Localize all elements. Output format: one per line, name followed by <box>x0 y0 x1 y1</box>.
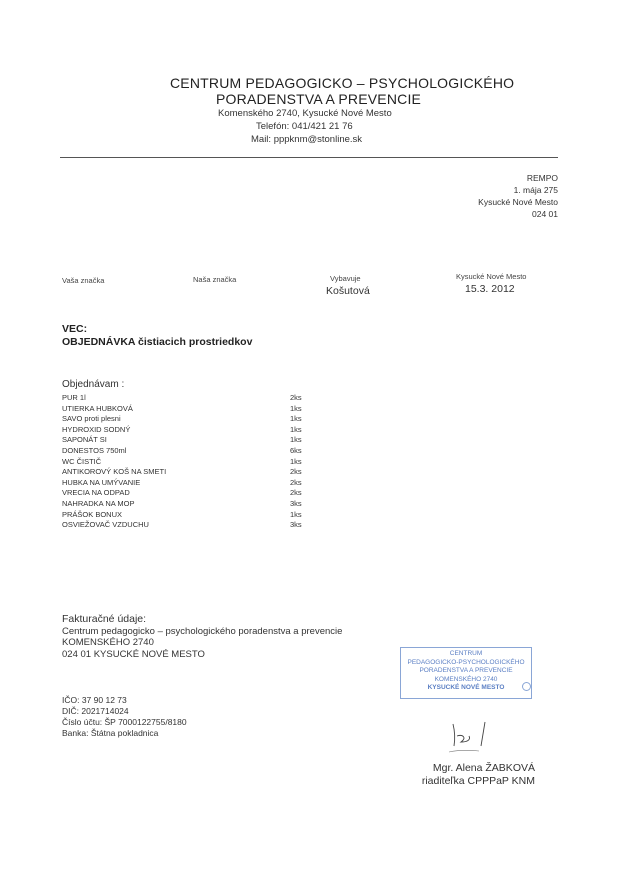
order-item-name: HYDROXID SODNÝ <box>62 424 131 434</box>
order-item-qty: 1ks <box>290 435 302 445</box>
stamp-line2: PEDAGOGICKO-PSYCHOLOGICKÉHO <box>407 658 525 666</box>
stamp-line4: KOMENSKÉHO 2740 <box>434 675 498 683</box>
recipient-street: 1. mája 275 <box>513 185 558 195</box>
order-intro: Objednávam : <box>62 379 125 390</box>
date-value: 15.3. 2012 <box>465 283 515 295</box>
org-name-line1: CENTRUM PEDAGOGICKO – PSYCHOLOGICKÉHO <box>170 75 515 91</box>
stamp-line5: KYSUCKÉ NOVÉ MESTO <box>427 684 505 691</box>
order-item-name: PRÁŠOK BONUX <box>62 509 123 519</box>
order-item-qty: 2ks <box>290 467 302 477</box>
account-number: Číslo účtu: ŠP 7000122755/8180 <box>62 717 187 727</box>
signer-name: Mgr. Alena ŽABKOVÁ <box>432 762 535 774</box>
ico: IČO: 37 90 12 73 <box>62 695 127 705</box>
org-address: Komenského 2740, Kysucké Nové Mesto <box>218 108 392 119</box>
order-item-name: VRECIA NA ODPAD <box>62 488 130 498</box>
order-item-qty: 3ks <box>290 498 302 508</box>
order-item <box>62 467 322 478</box>
order-item-name: OSVIEŽOVAČ VZDUCHU <box>62 520 149 530</box>
recipient-block <box>478 172 558 220</box>
order-item-name: DONESTOS 750ml <box>62 445 127 455</box>
order-item-name: UTIERKA HUBKOVÁ <box>62 403 133 413</box>
order-item-qty: 1ks <box>290 509 302 519</box>
order-items-list <box>62 393 322 531</box>
order-item-qty: 2ks <box>290 393 302 402</box>
vybavuje-label: Vybavuje <box>330 274 361 283</box>
place-label: Kysucké Nové Mesto <box>456 272 527 281</box>
order-item <box>62 499 322 510</box>
order-item <box>62 457 322 468</box>
recipient-name: REMPO <box>526 173 558 183</box>
billing-line2: KOMENSKÉHO 2740 <box>62 637 154 648</box>
billing-line3: 024 01 KYSUCKÉ NOVÉ MESTO <box>62 648 205 660</box>
stamp-line3: PORADENSTVA A PREVENCIE <box>419 667 513 674</box>
nasa-znacka-label: Naša značka <box>193 275 237 284</box>
order-item-qty: 1ks <box>290 456 302 466</box>
order-item-name: NAHRADKA NA MOP <box>62 498 135 508</box>
signer-block <box>422 762 535 788</box>
order-item-qty: 1ks <box>290 403 302 413</box>
billing-line1: Centrum pedagogicko – psychologického poradenstva a prevencie <box>62 625 343 637</box>
order-item-name: HUBKA NA UMÝVANIE <box>62 477 141 487</box>
org-name-line2: PORADENSTVA A PREVENCIE <box>216 91 422 107</box>
company-ids <box>62 695 187 739</box>
order-item <box>62 478 322 489</box>
subject-title: OBJEDNÁVKA čistiacich prostriedkov <box>62 336 253 348</box>
order-item-qty: 1ks <box>290 414 302 424</box>
order-item-name: WC ČISTIČ <box>62 456 102 466</box>
order-item <box>62 404 322 415</box>
dic: DIČ: 2021714024 <box>62 706 129 716</box>
recipient-city: Kysucké Nové Mesto <box>478 197 558 207</box>
header-divider <box>60 157 558 158</box>
order-item-name: ANTIKOROVÝ KOŠ NA SMETI <box>62 467 167 477</box>
order-item-qty: 2ks <box>290 488 302 498</box>
order-item <box>62 393 322 404</box>
order-item-qty: 2ks <box>290 477 302 487</box>
org-phone: Telefón: 041/421 21 76 <box>256 121 353 132</box>
vybavuje-value: Košutová <box>326 285 370 297</box>
stamp-emblem-icon <box>522 682 531 691</box>
order-item-qty: 1ks <box>290 424 302 434</box>
handwritten-signature <box>445 712 505 757</box>
stamp-line1: CENTRUM <box>449 650 483 657</box>
order-item-qty: 3ks <box>290 520 302 530</box>
signer-role: riaditeľka CPPPaP KNM <box>421 775 535 787</box>
org-mail: Mail: pppknm@stonline.sk <box>251 134 363 145</box>
vasa-znacka-label: Vaša značka <box>62 276 105 285</box>
bank: Banka: Štátna pokladnica <box>62 728 159 738</box>
billing-heading: Fakturačné údaje: <box>62 613 147 625</box>
order-item <box>62 435 322 446</box>
billing-block <box>62 614 342 660</box>
recipient-zip: 024 01 <box>532 209 558 219</box>
order-item-name: SAPONÁT SI <box>62 435 107 445</box>
order-item <box>62 414 322 425</box>
order-item <box>62 510 322 521</box>
order-item-qty: 6ks <box>290 445 302 455</box>
order-item-name: SAVO proti plesni <box>62 414 121 424</box>
official-stamp <box>400 647 532 699</box>
order-item-name: PUR 1l <box>62 393 86 402</box>
order-item <box>62 488 322 499</box>
order-item <box>62 425 322 436</box>
order-item <box>62 446 322 457</box>
order-item <box>62 520 322 531</box>
subject-vec: VEC: <box>62 323 88 335</box>
